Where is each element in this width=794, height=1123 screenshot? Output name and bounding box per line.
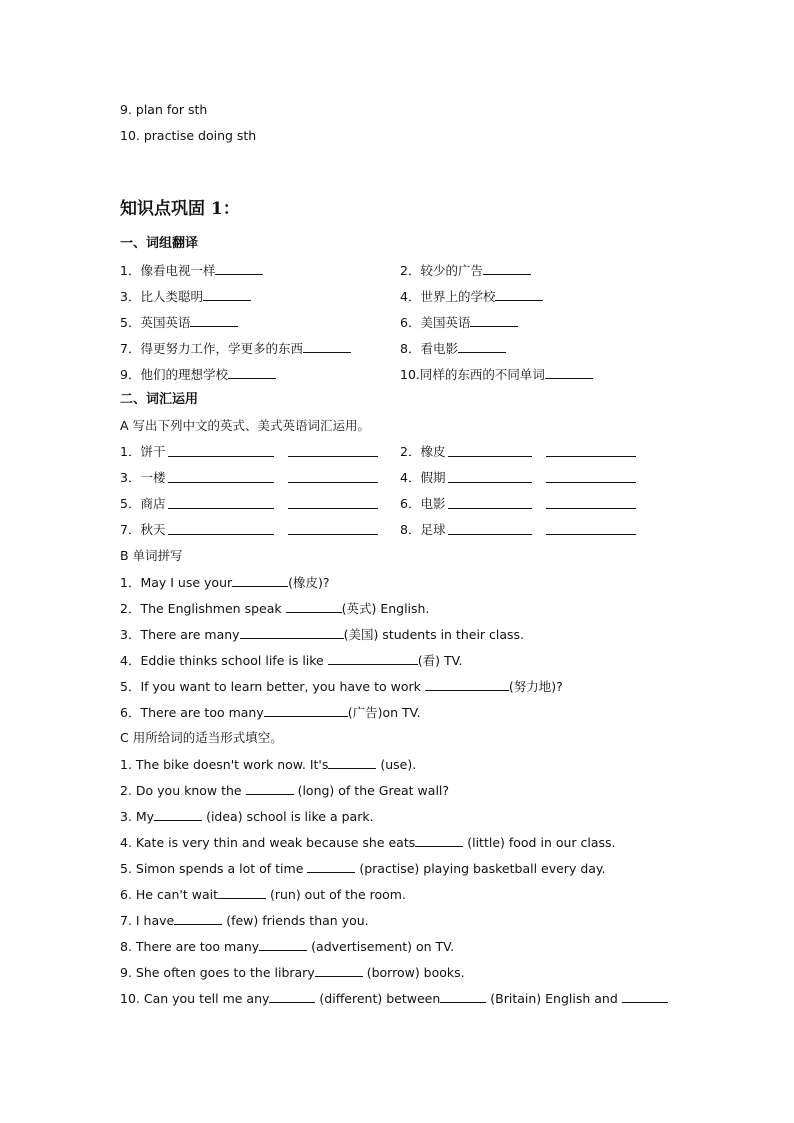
answer-blank[interactable]: [545, 366, 593, 379]
translation-item: 10.同样的东西的不同单词: [400, 366, 593, 383]
fill-item: 2. Do you know the (long) of the Great wall?: [120, 783, 450, 798]
vocab-item: 7．秋天: [120, 522, 166, 537]
american-blank[interactable]: [288, 522, 378, 535]
section-heading-translation: 一、词组翻译: [120, 236, 199, 251]
answer-blank[interactable]: [303, 340, 351, 353]
answer-blank[interactable]: [232, 574, 288, 587]
fill-item: 8. There are too many (advertisement) on TV.: [120, 939, 455, 954]
british-blank[interactable]: [168, 444, 274, 457]
vocab-item: 5．商店: [120, 496, 166, 511]
british-blank[interactable]: [448, 496, 532, 509]
spelling-item: 5．If you want to learn better, you have to work (努力地)?: [120, 679, 563, 694]
fill-item: 3. My (idea) school is like a park.: [120, 809, 374, 824]
answer-blank[interactable]: [328, 652, 418, 665]
translation-item: 9．他们的理想学校: [120, 366, 276, 383]
answer-blank[interactable]: [622, 990, 668, 1003]
answer-blank[interactable]: [215, 262, 263, 275]
american-blank[interactable]: [546, 444, 636, 457]
phrase-item-9: 9. plan for sth: [120, 102, 208, 117]
answer-blank[interactable]: [218, 886, 266, 899]
british-blank[interactable]: [168, 496, 274, 509]
vocab-item: 2．橡皮: [400, 444, 446, 459]
answer-blank[interactable]: [264, 704, 348, 717]
fill-item: 1. The bike doesn't work now. It's (use).: [120, 757, 417, 772]
section-heading-vocabulary: 二、词汇运用: [120, 392, 199, 407]
translation-item: 1．像看电视一样: [120, 262, 263, 279]
answer-blank[interactable]: [190, 314, 238, 327]
spelling-item: 4．Eddie thinks school life is like (看) TV.: [120, 653, 463, 668]
answer-blank[interactable]: [483, 262, 531, 275]
vocab-item: 6．电影: [400, 496, 446, 511]
british-blank[interactable]: [448, 470, 532, 483]
american-blank[interactable]: [288, 496, 378, 509]
answer-blank[interactable]: [307, 860, 355, 873]
british-blank[interactable]: [168, 470, 274, 483]
fill-item: 9. She often goes to the library (borrow) books.: [120, 965, 465, 980]
fill-item: 4. Kate is very thin and weak because she eats (little) food in our class.: [120, 835, 616, 850]
spelling-item: 2．The Englishmen speak (英式) English.: [120, 601, 430, 616]
answer-blank[interactable]: [259, 938, 307, 951]
british-blank[interactable]: [168, 522, 274, 535]
answer-blank[interactable]: [269, 990, 315, 1003]
translation-item: 8．看电影: [400, 340, 506, 357]
british-blank[interactable]: [448, 522, 532, 535]
translation-item: 5．英国英语: [120, 314, 238, 331]
american-blank[interactable]: [546, 522, 636, 535]
british-blank[interactable]: [448, 444, 532, 457]
answer-blank[interactable]: [315, 964, 363, 977]
answer-blank[interactable]: [440, 990, 486, 1003]
answer-blank[interactable]: [470, 314, 518, 327]
answer-blank[interactable]: [203, 288, 251, 301]
translation-item: 3．比人类聪明: [120, 288, 251, 305]
answer-blank[interactable]: [495, 288, 543, 301]
answer-blank[interactable]: [174, 912, 222, 925]
part-b-title: B 单词拼写: [120, 548, 183, 563]
answer-blank[interactable]: [425, 678, 509, 691]
vocab-item: 1．饼干: [120, 444, 166, 459]
spelling-item: 3．There are many (美国) students in their class.: [120, 627, 525, 642]
spelling-item: 1．May I use your (橡皮)?: [120, 575, 330, 590]
answer-blank[interactable]: [240, 626, 344, 639]
vocab-item: 3．一楼: [120, 470, 166, 485]
american-blank[interactable]: [546, 496, 636, 509]
spelling-item: 6．There are too many (广告)on TV.: [120, 705, 421, 720]
phrase-item-10: 10. practise doing sth: [120, 128, 257, 143]
answer-blank[interactable]: [458, 340, 506, 353]
american-blank[interactable]: [288, 444, 378, 457]
part-a-title: A 写出下列中文的英式、美式英语词汇运用。: [120, 418, 371, 433]
vocab-item: 8．足球: [400, 522, 446, 537]
fill-item: 5. Simon spends a lot of time (practise) playing basketball every day.: [120, 861, 606, 876]
translation-item: 2．较少的广告: [400, 262, 531, 279]
vocab-item: 4．假期: [400, 470, 446, 485]
translation-item: 4．世界上的学校: [400, 288, 543, 305]
answer-blank[interactable]: [328, 756, 376, 769]
american-blank[interactable]: [288, 470, 378, 483]
answer-blank[interactable]: [415, 834, 463, 847]
section-title: 知识点巩固 1：: [120, 199, 240, 219]
answer-blank[interactable]: [228, 366, 276, 379]
fill-item: 6. He can't wait (run) out of the room.: [120, 887, 406, 902]
fill-item: 7. I have (few) friends than you.: [120, 913, 369, 928]
translation-item: 7．得更努力工作，学更多的东西: [120, 340, 351, 357]
answer-blank[interactable]: [246, 782, 294, 795]
fill-item: 10. Can you tell me any (different) between (Britain) English and: [120, 990, 668, 1007]
american-blank[interactable]: [546, 470, 636, 483]
answer-blank[interactable]: [154, 808, 202, 821]
part-c-title: C 用所给词的适当形式填空。: [120, 730, 283, 745]
answer-blank[interactable]: [286, 600, 342, 613]
translation-item: 6．美国英语: [400, 314, 518, 331]
